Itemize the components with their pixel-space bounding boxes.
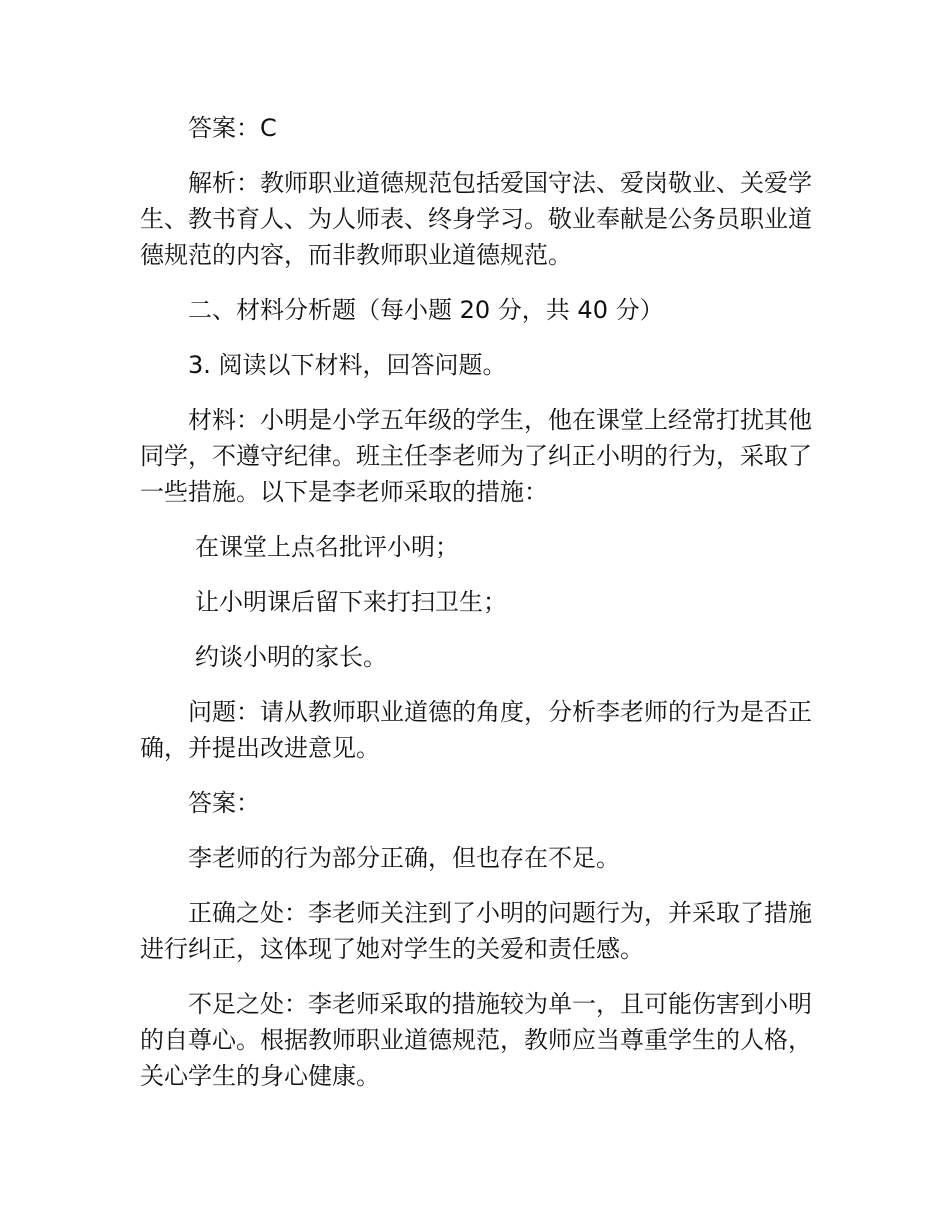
question-paragraph: 问题：请从教师职业道德的角度，分析李老师的行为是否正确，并提出改进意见。	[140, 698, 812, 762]
answer-strengths: 正确之处：李老师关注到了小明的问题行为，并采取了措施进行纠正，这体现了她对学生的关爱和责任感。	[140, 899, 812, 963]
answer-label: 答案：	[188, 789, 260, 817]
material-paragraph: 材料：小明是小学五年级的学生，他在课堂上经常打扰其他同学，不遵守纪律。班主任李老师为了纠正小明的行为，采取了一些措施。以下是李老师采取的措施：	[140, 406, 812, 506]
document-body	[140, 110, 812, 1113]
measure-item: 在课堂上点名批评小明；	[195, 533, 459, 561]
answer-weaknesses: 不足之处：李老师采取的措施较为单一，且可能伤害到小明的自尊心。根据教师职业道德规范，教师应当尊重学生的人格，关心学生的身心健康。	[140, 990, 812, 1090]
answer-line: 答案：C	[188, 114, 277, 142]
question-title: 3. 阅读以下材料，回答问题。	[188, 351, 507, 379]
measure-item: 让小明课后留下来打扫卫生；	[195, 588, 507, 616]
answer-summary: 李老师的行为部分正确，但也存在不足。	[188, 844, 620, 872]
measure-item: 约谈小明的家长。	[195, 643, 387, 671]
section-heading: 二、材料分析题（每小题 20 分，共 40 分）	[188, 296, 664, 324]
explanation-paragraph: 解析：教师职业道德规范包括爱国守法、爱岗敬业、关爱学生、教书育人、为人师表、终身学习。敬业奉献是公务员职业道德规范的内容，而非教师职业道德规范。	[140, 169, 812, 269]
